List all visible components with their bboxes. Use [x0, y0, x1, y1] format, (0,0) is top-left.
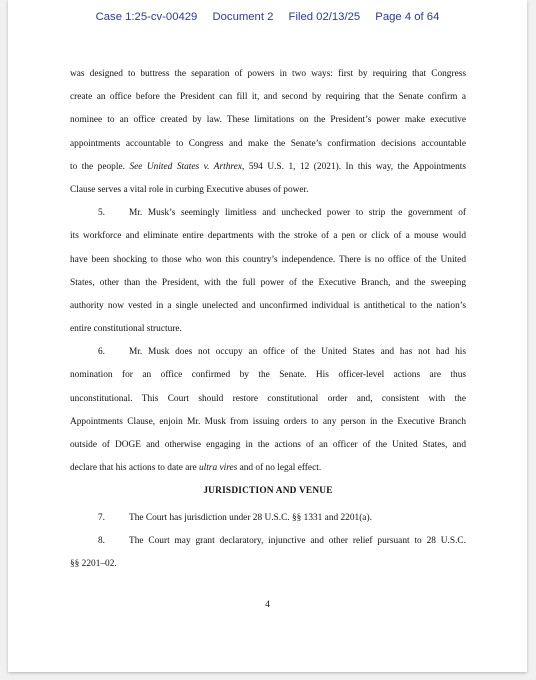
text-line: §§ 2201–02.	[70, 558, 117, 569]
paragraph-number: 7.	[98, 512, 106, 523]
text-line: entire constitutional structure.	[70, 324, 182, 335]
case-number: Case 1:25-cv-00429	[95, 11, 198, 23]
page-number: 4	[265, 600, 270, 610]
document-page	[8, 0, 527, 672]
text-fragment: and of no legal effect.	[237, 463, 322, 474]
ecf-filing-header	[8, 11, 527, 23]
filed-date: Filed 02/13/25	[288, 11, 361, 23]
paragraph-7	[70, 507, 466, 530]
page-count: Page 4 of 64	[375, 11, 440, 23]
text-line: was designed to buttress the separation of powers in two ways: first by requiring that Congress	[70, 69, 466, 79]
text-line: its workforce and eliminate entire departments with the stroke of a pen or click of a mouse would	[70, 231, 466, 242]
paragraph-5-first-line	[70, 202, 466, 225]
text-line: authority now vested in a single unelected and unconfirmed individual is antithetical to the nation’s	[70, 300, 466, 311]
text-line-with-italic	[70, 457, 466, 480]
text-fragment: , 594 U.S. 1, 12 (2021). In this way, the Appointments	[241, 161, 466, 172]
text-fragment: to the people.	[70, 161, 130, 172]
text-line-with-citation	[70, 156, 466, 179]
paragraph-number: 5.	[98, 208, 106, 219]
text-fragment: Mr. Musk does not occupy an office of the United States and has not had his	[129, 347, 466, 358]
text-fragment: The Court may grant declaratory, injunctive and other relief pursuant to 28 U.S.C.	[129, 535, 466, 546]
text-line: Appointments Clause, enjoin Mr. Musk from issuing orders to any person in the Executive Branch	[70, 416, 466, 427]
text-fragment: declare that his actions to date are	[70, 463, 199, 474]
text-line: unconstitutional. This Court should restore constitutional order and, consistent with the	[70, 393, 466, 404]
text-line: outside of DOGE and otherwise engaging in the actions of an officer of the United States, and	[70, 440, 466, 450]
text-fragment: The Court has jurisdiction under 28 U.S.C. §§ 1331 and 2201(a).	[129, 512, 372, 523]
text-line: have been shocking to those who won this country’s independence. There is no office of the United	[70, 254, 466, 265]
text-line: Clause serves a vital role in curbing Executive abuses of power.	[70, 184, 309, 195]
text-line: nomination for an office confirmed by the Senate. His officer-level actions are thus	[70, 370, 466, 381]
text-fragment: Mr. Musk’s seemingly limitless and unchecked power to strip the government of	[129, 208, 466, 219]
text-line: create an office before the President can fill it, and second by requiring that the Senate confirm a	[70, 92, 466, 103]
document-body	[70, 63, 466, 576]
paragraph-number: 8.	[98, 535, 106, 546]
latin-term: ultra vires	[198, 463, 238, 474]
case-citation: See United States v. Arthrex	[129, 161, 242, 172]
text-line: States, other than the President, with the full power of the Executive Branch, and the sweeping	[70, 277, 466, 288]
text-line: nominee to an office created by law. These limitations on the President’s power make executive	[70, 115, 466, 126]
paragraph-8-first-line	[70, 530, 466, 553]
section-heading: JURISDICTION AND VENUE	[203, 486, 333, 497]
text-line: appointments accountable to Congress and make the Senate’s confirmation decisions accountable	[70, 138, 466, 149]
document-number: Document 2	[212, 11, 274, 23]
paragraph-6-first-line	[70, 341, 466, 364]
paragraph-number: 6.	[98, 347, 106, 358]
